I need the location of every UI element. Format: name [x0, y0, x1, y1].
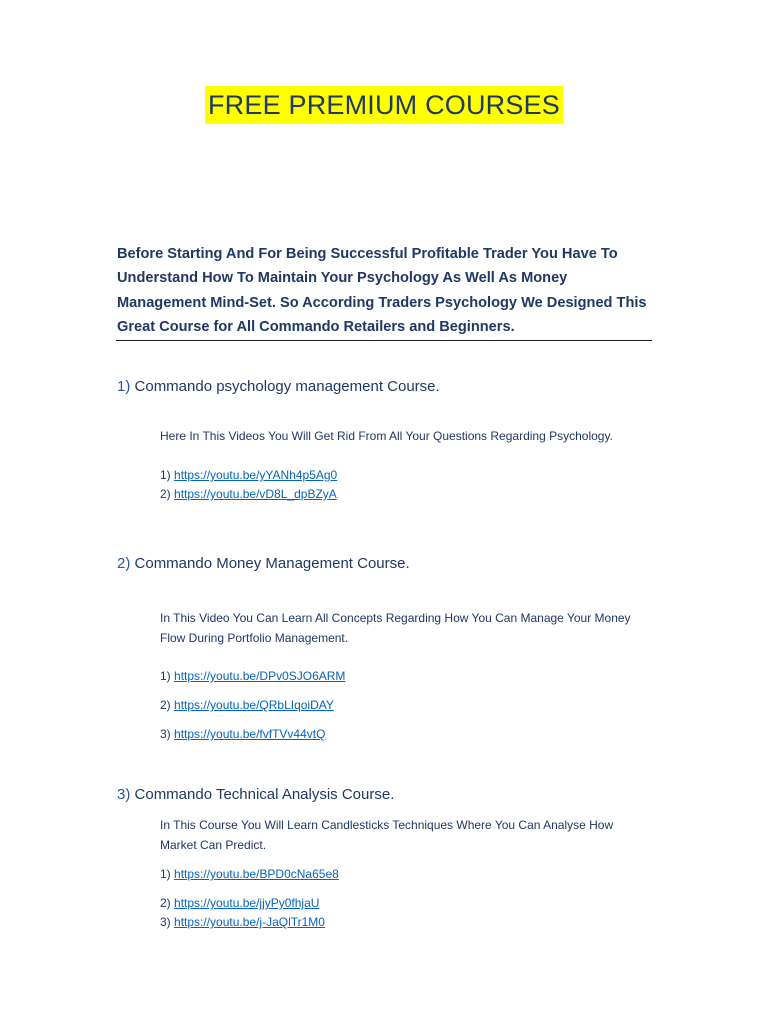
title-wrapper	[0, 86, 768, 124]
section-2-description: In This Video You Can Learn All Concepts Regarding How You Can Manage Your Money Flow During Portfolio Management.	[160, 611, 631, 645]
link-index: 2)	[160, 698, 171, 712]
section-2-number: 2)	[117, 555, 131, 572]
divider-line	[116, 340, 652, 341]
link-index: 3)	[160, 727, 171, 741]
section-2-link-1	[160, 667, 345, 685]
section-3-title: Commando Technical Analysis Course.	[134, 786, 395, 803]
video-link[interactable]: https://youtu.be/DPv0SJO6ARM	[174, 669, 346, 683]
intro-paragraph: Before Starting And For Being Successful Profitable Trader You Have To Understand How To Maintain Your Psychology As Well As Money Management Mind-Set. So According Traders Psychology We Designed This Great Course for All Commando Retailers and Beginners.	[117, 246, 647, 335]
section-1-description: Here In This Videos You Will Get Rid From All Your Questions Regarding Psychology.	[160, 429, 613, 443]
link-index: 3)	[160, 915, 171, 929]
section-3-heading	[117, 784, 394, 806]
link-index: 2)	[160, 896, 171, 910]
section-3-link-2	[160, 894, 319, 912]
video-link[interactable]: https://youtu.be/BPD0cNa65e8	[174, 867, 339, 881]
section-3-link-3	[160, 913, 325, 931]
video-link[interactable]: https://youtu.be/jjyPy0fhjaU	[174, 896, 320, 910]
link-index: 1)	[160, 669, 171, 683]
video-link[interactable]: https://youtu.be/yYANh4p5Ag0	[174, 468, 338, 482]
section-1-title: Commando psychology management Course.	[134, 378, 440, 395]
video-link[interactable]: https://youtu.be/QRbLIqoiDAY	[174, 698, 334, 712]
page-title: FREE PREMIUM COURSES	[205, 86, 563, 124]
section-1-link-2	[160, 485, 337, 503]
section-3-link-1	[160, 865, 339, 883]
link-index: 1)	[160, 867, 171, 881]
section-1-number: 1)	[117, 378, 131, 395]
section-2-link-2	[160, 696, 334, 714]
section-3-description: In This Course You Will Learn Candlesticks Techniques Where You Can Analyse How Market Can Predict.	[160, 818, 614, 852]
section-1-heading	[117, 376, 440, 398]
section-2-link-3	[160, 725, 325, 743]
link-index: 1)	[160, 468, 171, 482]
section-2-heading	[117, 553, 410, 575]
video-link[interactable]: https://youtu.be/vD8L_dpBZyA	[174, 487, 337, 501]
section-1-link-1	[160, 466, 337, 484]
video-link[interactable]: https://youtu.be/j-JaQlTr1M0	[174, 915, 325, 929]
video-link[interactable]: https://youtu.be/fvfTVv44vtQ	[174, 727, 326, 741]
section-3-number: 3)	[117, 786, 131, 803]
section-2-title: Commando Money Management Course.	[134, 555, 410, 572]
link-index: 2)	[160, 487, 171, 501]
